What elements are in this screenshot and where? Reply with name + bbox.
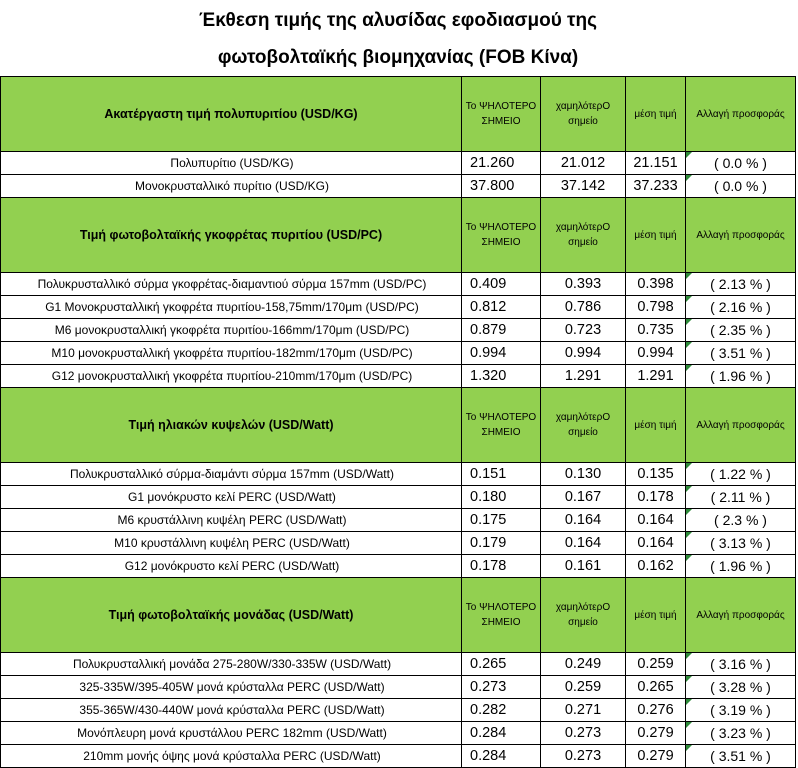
column-header-high: Το ΨΗΛΟΤΕΡΟ ΣΗΜΕΙΟ <box>462 388 541 463</box>
product-name: Μονόπλευρη μονά κρυστάλλου PERC 182mm (USD/Watt) <box>1 722 462 745</box>
price-change-value: ( 2.11 % ) <box>710 489 771 505</box>
average-price: 37.233 <box>626 175 686 198</box>
column-header-avg: μέση τιμή <box>626 388 686 463</box>
low-price: 0.273 <box>541 722 626 745</box>
comment-triangle-icon <box>686 532 692 538</box>
price-change-value: ( 3.28 % ) <box>710 679 771 695</box>
table-row <box>1 365 796 388</box>
high-price: 0.180 <box>462 486 541 509</box>
price-change <box>686 463 796 486</box>
product-name: 355-365W/430-440W μονά κρύσταλλα PERC (USD/Watt) <box>1 699 462 722</box>
table-row <box>1 532 796 555</box>
product-name: G12 μονόκρυστο κελί PERC (USD/Watt) <box>1 555 462 578</box>
product-name: 210mm μονής όψης μονά κρύσταλλα PERC (USD/Watt) <box>1 745 462 768</box>
high-price: 0.812 <box>462 296 541 319</box>
low-price: 0.259 <box>541 676 626 699</box>
low-price: 37.142 <box>541 175 626 198</box>
column-header-low: χαμηλότερΟ σημείο <box>541 578 626 653</box>
high-price: 0.994 <box>462 342 541 365</box>
section-header-row <box>1 578 796 653</box>
product-name: Πολυκρυσταλλικό σύρμα γκοφρέτας-διαμαντιού σύρμα 157mm (USD/PC) <box>1 273 462 296</box>
average-price: 21.151 <box>626 152 686 175</box>
average-price: 0.735 <box>626 319 686 342</box>
table-row <box>1 676 796 699</box>
comment-triangle-icon <box>686 365 692 371</box>
column-header-change: Αλλαγή προσφοράς <box>686 388 796 463</box>
price-change-value: ( 3.13 % ) <box>710 535 771 551</box>
section-title: Ακατέργαστη τιμή πολυπυριτίου (USD/KG) <box>1 77 462 152</box>
average-price: 0.265 <box>626 676 686 699</box>
comment-triangle-icon <box>686 509 692 515</box>
price-change <box>686 175 796 198</box>
price-change <box>686 486 796 509</box>
high-price: 0.284 <box>462 745 541 768</box>
high-price: 0.175 <box>462 509 541 532</box>
average-price: 0.276 <box>626 699 686 722</box>
column-header-low: χαμηλότερΟ σημείο <box>541 388 626 463</box>
price-change-value: ( 3.51 % ) <box>710 345 771 361</box>
price-change-value: ( 2.16 % ) <box>710 299 771 315</box>
report-title-line-2: φωτοβολταϊκής βιομηχανίας (FOB Κίνα) <box>1 40 796 77</box>
low-price: 0.994 <box>541 342 626 365</box>
average-price: 0.279 <box>626 745 686 768</box>
high-price: 0.179 <box>462 532 541 555</box>
average-price: 0.164 <box>626 509 686 532</box>
comment-triangle-icon <box>686 175 692 181</box>
high-price: 0.273 <box>462 676 541 699</box>
price-change <box>686 296 796 319</box>
high-price: 1.320 <box>462 365 541 388</box>
column-header-avg: μέση τιμή <box>626 578 686 653</box>
report-title-row-1 <box>1 0 796 40</box>
high-price: 0.265 <box>462 653 541 676</box>
table-row <box>1 152 796 175</box>
comment-triangle-icon <box>686 319 692 325</box>
average-price: 0.398 <box>626 273 686 296</box>
price-change <box>686 365 796 388</box>
section-title: Τιμή φωτοβολταϊκής μονάδας (USD/Watt) <box>1 578 462 653</box>
table-row <box>1 653 796 676</box>
price-change <box>686 676 796 699</box>
comment-triangle-icon <box>686 463 692 469</box>
comment-triangle-icon <box>686 653 692 659</box>
report-title-row-2 <box>1 40 796 77</box>
comment-triangle-icon <box>686 486 692 492</box>
table-row <box>1 486 796 509</box>
price-change <box>686 653 796 676</box>
low-price: 0.164 <box>541 509 626 532</box>
section-title: Τιμή ηλιακών κυψελών (USD/Watt) <box>1 388 462 463</box>
low-price: 0.273 <box>541 745 626 768</box>
average-price: 0.164 <box>626 532 686 555</box>
low-price: 0.723 <box>541 319 626 342</box>
section-title: Τιμή φωτοβολταϊκής γκοφρέτας πυριτίου (USD/PC) <box>1 198 462 273</box>
average-price: 0.798 <box>626 296 686 319</box>
price-change-value: ( 3.19 % ) <box>710 702 771 718</box>
price-change-value: ( 3.51 % ) <box>710 748 771 764</box>
average-price: 0.162 <box>626 555 686 578</box>
column-header-change: Αλλαγή προσφοράς <box>686 77 796 152</box>
high-price: 0.282 <box>462 699 541 722</box>
price-change <box>686 699 796 722</box>
low-price: 0.130 <box>541 463 626 486</box>
price-change <box>686 152 796 175</box>
product-name: M6 μονοκρυσταλλική γκοφρέτα πυριτίου-166mm/170μm (USD/PC) <box>1 319 462 342</box>
column-header-avg: μέση τιμή <box>626 198 686 273</box>
price-change-value: ( 2.3 % ) <box>714 512 767 528</box>
table-row <box>1 722 796 745</box>
price-change-value: ( 3.23 % ) <box>710 725 771 741</box>
price-change-value: ( 0.0 % ) <box>714 155 767 171</box>
product-name: Πολυκρυσταλλική μονάδα 275-280W/330-335W (USD/Watt) <box>1 653 462 676</box>
price-change-value: ( 2.13 % ) <box>710 276 771 292</box>
column-header-low: χαμηλότερΟ σημείο <box>541 77 626 152</box>
comment-triangle-icon <box>686 699 692 705</box>
price-change <box>686 555 796 578</box>
table-row <box>1 463 796 486</box>
comment-triangle-icon <box>686 676 692 682</box>
price-change-value: ( 0.0 % ) <box>714 178 767 194</box>
price-change <box>686 745 796 768</box>
table-row <box>1 342 796 365</box>
high-price: 0.409 <box>462 273 541 296</box>
product-name: Μονοκρυσταλλικό πυρίτιο (USD/KG) <box>1 175 462 198</box>
product-name: Πολυκρυσταλλικό σύρμα-διαμάντι σύρμα 157mm (USD/Watt) <box>1 463 462 486</box>
table-row <box>1 296 796 319</box>
high-price: 0.151 <box>462 463 541 486</box>
price-change-value: ( 1.96 % ) <box>710 368 771 384</box>
product-name: 325-335W/395-405W μονά κρύσταλλα PERC (USD/Watt) <box>1 676 462 699</box>
comment-triangle-icon <box>686 722 692 728</box>
average-price: 1.291 <box>626 365 686 388</box>
section-header-row <box>1 198 796 273</box>
table-row <box>1 319 796 342</box>
price-change <box>686 273 796 296</box>
price-change <box>686 532 796 555</box>
high-price: 37.800 <box>462 175 541 198</box>
high-price: 0.178 <box>462 555 541 578</box>
low-price: 21.012 <box>541 152 626 175</box>
section-header-row <box>1 388 796 463</box>
table-row <box>1 273 796 296</box>
price-report-body <box>1 0 796 768</box>
low-price: 0.249 <box>541 653 626 676</box>
price-change-value: ( 1.22 % ) <box>710 466 771 482</box>
average-price: 0.994 <box>626 342 686 365</box>
low-price: 0.164 <box>541 532 626 555</box>
price-change <box>686 509 796 532</box>
column-header-avg: μέση τιμή <box>626 77 686 152</box>
table-row <box>1 555 796 578</box>
table-row <box>1 509 796 532</box>
high-price: 21.260 <box>462 152 541 175</box>
comment-triangle-icon <box>686 342 692 348</box>
table-row <box>1 699 796 722</box>
low-price: 0.271 <box>541 699 626 722</box>
product-name: G1 μονόκρυστο κελί PERC (USD/Watt) <box>1 486 462 509</box>
column-header-high: Το ΨΗΛΟΤΕΡΟ ΣΗΜΕΙΟ <box>462 198 541 273</box>
average-price: 0.279 <box>626 722 686 745</box>
average-price: 0.259 <box>626 653 686 676</box>
product-name: M10 κρυστάλλινη κυψέλη PERC (USD/Watt) <box>1 532 462 555</box>
price-change-value: ( 3.16 % ) <box>710 656 771 672</box>
comment-triangle-icon <box>686 296 692 302</box>
low-price: 0.161 <box>541 555 626 578</box>
price-change-value: ( 2.35 % ) <box>710 322 771 338</box>
low-price: 0.393 <box>541 273 626 296</box>
column-header-high: Το ΨΗΛΟΤΕΡΟ ΣΗΜΕΙΟ <box>462 578 541 653</box>
table-row <box>1 745 796 768</box>
price-change <box>686 319 796 342</box>
comment-triangle-icon <box>686 152 692 158</box>
average-price: 0.178 <box>626 486 686 509</box>
product-name: M10 μονοκρυσταλλική γκοφρέτα πυριτίου-182mm/170μm (USD/PC) <box>1 342 462 365</box>
table-row <box>1 175 796 198</box>
product-name: M6 κρυστάλλινη κυψέλη PERC (USD/Watt) <box>1 509 462 532</box>
report-title-line-1: Έκθεση τιμής της αλυσίδας εφοδιασμού της <box>199 10 597 31</box>
low-price: 0.786 <box>541 296 626 319</box>
price-change <box>686 722 796 745</box>
price-change <box>686 342 796 365</box>
comment-triangle-icon <box>686 555 692 561</box>
column-header-change: Αλλαγή προσφοράς <box>686 198 796 273</box>
product-name: G1 Μονοκρυσταλλική γκοφρέτα πυριτίου-158,75mm/170μm (USD/PC) <box>1 296 462 319</box>
column-header-high: Το ΨΗΛΟΤΕΡΟ ΣΗΜΕΙΟ <box>462 77 541 152</box>
product-name: Πολυπυρίτιο (USD/KG) <box>1 152 462 175</box>
average-price: 0.135 <box>626 463 686 486</box>
low-price: 1.291 <box>541 365 626 388</box>
product-name: G12 μονοκρυσταλλική γκοφρέτα πυριτίου-210mm/170μm (USD/PC) <box>1 365 462 388</box>
section-header-row <box>1 77 796 152</box>
column-header-change: Αλλαγή προσφοράς <box>686 578 796 653</box>
low-price: 0.167 <box>541 486 626 509</box>
comment-triangle-icon <box>686 273 692 279</box>
high-price: 0.879 <box>462 319 541 342</box>
column-header-low: χαμηλότερΟ σημείο <box>541 198 626 273</box>
high-price: 0.284 <box>462 722 541 745</box>
comment-triangle-icon <box>686 745 692 751</box>
price-change-value: ( 1.96 % ) <box>710 558 771 574</box>
